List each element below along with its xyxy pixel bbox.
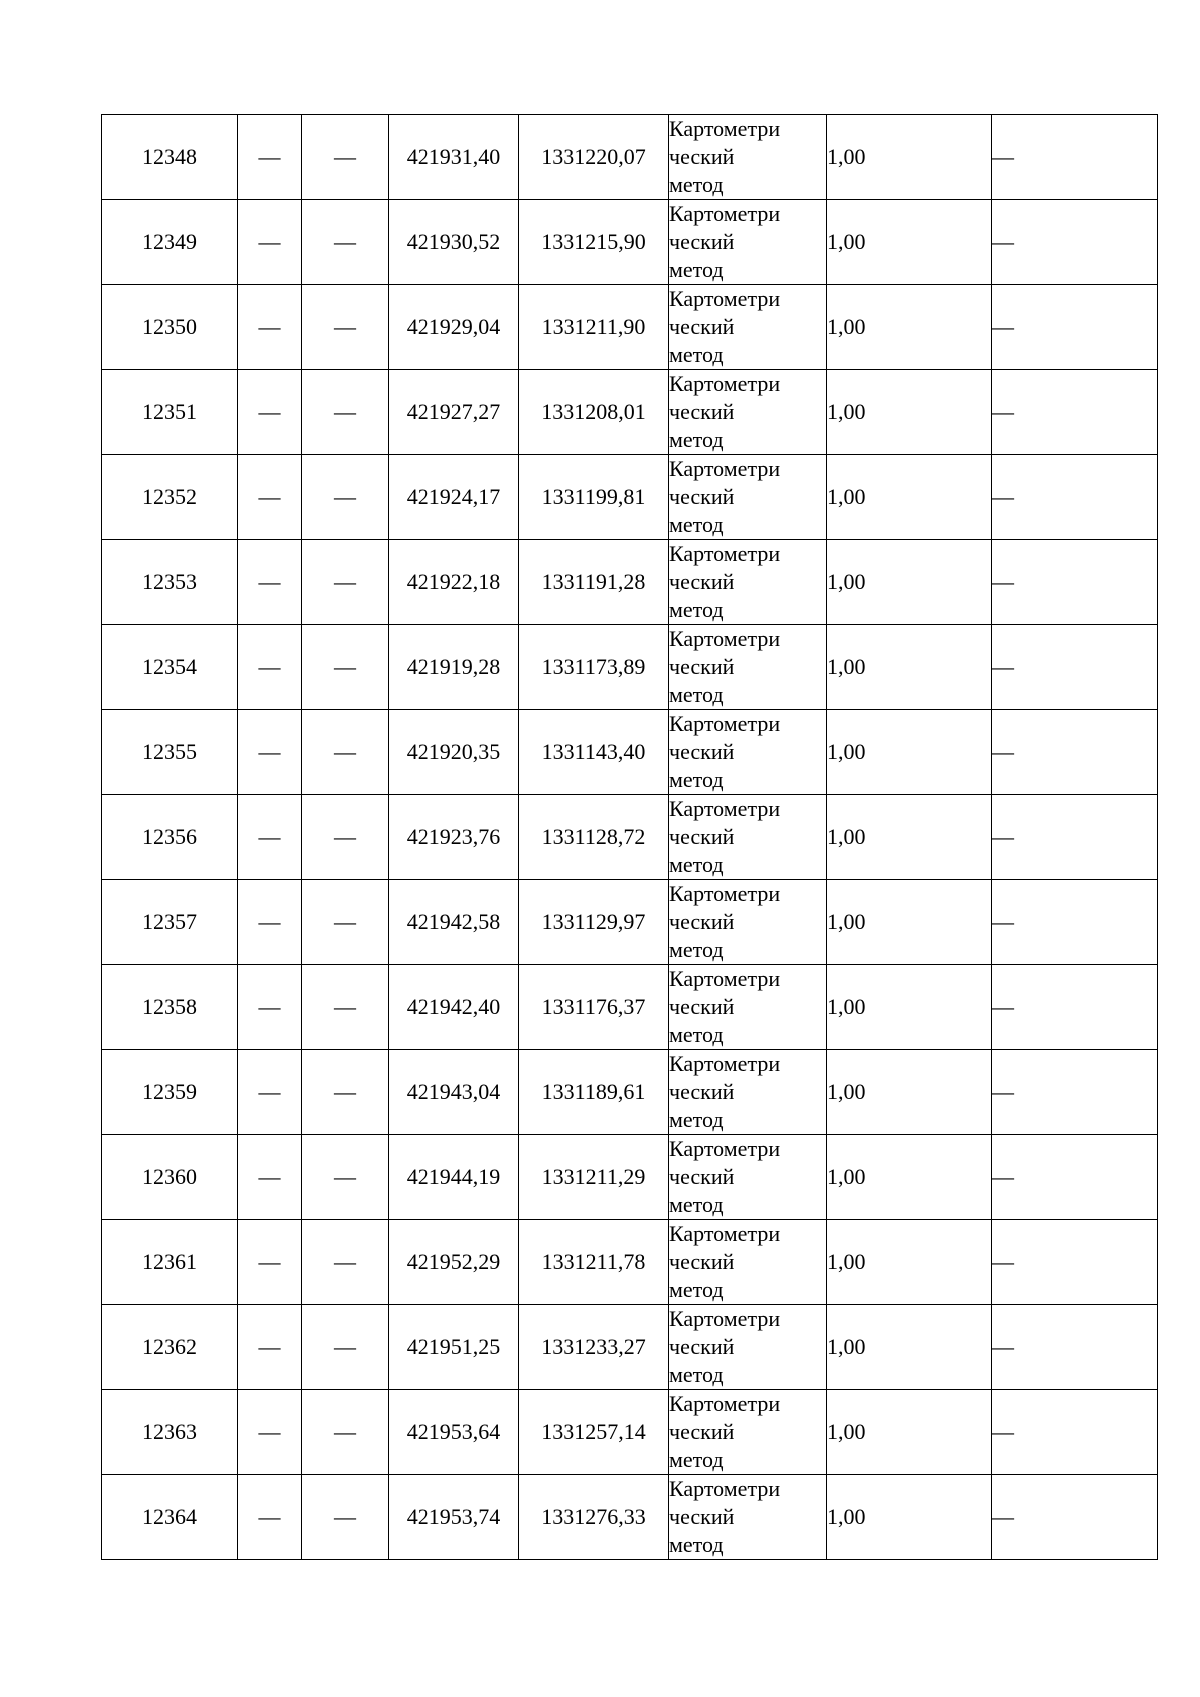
table-row	[102, 455, 1158, 540]
point-number-cell: 12363	[102, 1390, 238, 1475]
method-text-line: Картометри	[669, 1306, 781, 1331]
column-8-cell: —	[992, 1305, 1158, 1390]
point-number-cell: 12355	[102, 710, 238, 795]
x-coordinate-cell: 421923,76	[389, 795, 519, 880]
point-number-cell: 12356	[102, 795, 238, 880]
method-text-line: Картометри	[669, 371, 781, 396]
point-number-cell: 12350	[102, 285, 238, 370]
precision-cell: 1,00	[827, 1050, 992, 1135]
column-3-cell: —	[302, 1390, 389, 1475]
method-text-line: метод	[669, 427, 724, 452]
precision-cell: 1,00	[827, 710, 992, 795]
column-2-cell: —	[238, 1305, 302, 1390]
column-2-cell: —	[238, 880, 302, 965]
method-text-line: Картометри	[669, 626, 781, 651]
method-cell	[669, 455, 827, 540]
column-2-cell: —	[238, 1475, 302, 1560]
table-row	[102, 285, 1158, 370]
method-text-line: метод	[669, 597, 724, 622]
method-cell	[669, 115, 827, 200]
method-text-line: метод	[669, 1192, 724, 1217]
table-row	[102, 1390, 1158, 1475]
method-cell	[669, 1220, 827, 1305]
method-text-line: ческий	[669, 909, 735, 934]
precision-cell: 1,00	[827, 1220, 992, 1305]
column-2-cell: —	[238, 370, 302, 455]
method-cell	[669, 200, 827, 285]
table-row	[102, 625, 1158, 710]
x-coordinate-cell: 421930,52	[389, 200, 519, 285]
column-3-cell: —	[302, 285, 389, 370]
method-cell	[669, 1050, 827, 1135]
y-coordinate-cell: 1331276,33	[519, 1475, 669, 1560]
method-text-line: метод	[669, 172, 724, 197]
method-text-line: ческий	[669, 1419, 735, 1444]
method-text-line: Картометри	[669, 201, 781, 226]
column-3-cell: —	[302, 880, 389, 965]
method-text-line: метод	[669, 342, 724, 367]
x-coordinate-cell: 421942,58	[389, 880, 519, 965]
table-row	[102, 200, 1158, 285]
method-text-line: ческий	[669, 994, 735, 1019]
table-row	[102, 1050, 1158, 1135]
method-text-line: ческий	[669, 484, 735, 509]
column-2-cell: —	[238, 1390, 302, 1475]
table-row	[102, 710, 1158, 795]
point-number-cell: 12351	[102, 370, 238, 455]
method-text-line: Картометри	[669, 1476, 781, 1501]
column-8-cell: —	[992, 455, 1158, 540]
point-number-cell: 12354	[102, 625, 238, 710]
x-coordinate-cell: 421931,40	[389, 115, 519, 200]
x-coordinate-cell: 421953,74	[389, 1475, 519, 1560]
method-text-line: метод	[669, 767, 724, 792]
method-text-line: Картометри	[669, 1136, 781, 1161]
method-cell	[669, 285, 827, 370]
method-text-line: Картометри	[669, 881, 781, 906]
column-8-cell: —	[992, 795, 1158, 880]
column-3-cell: —	[302, 1475, 389, 1560]
method-cell	[669, 795, 827, 880]
method-text-line: ческий	[669, 1504, 735, 1529]
y-coordinate-cell: 1331211,90	[519, 285, 669, 370]
point-number-cell: 12348	[102, 115, 238, 200]
column-3-cell: —	[302, 540, 389, 625]
table-row	[102, 1475, 1158, 1560]
point-number-cell: 12353	[102, 540, 238, 625]
method-text-line: Картометри	[669, 541, 781, 566]
coordinates-table	[101, 114, 1158, 1560]
x-coordinate-cell: 421927,27	[389, 370, 519, 455]
method-cell	[669, 880, 827, 965]
table-row	[102, 795, 1158, 880]
table-body	[102, 115, 1158, 1560]
column-2-cell: —	[238, 965, 302, 1050]
column-2-cell: —	[238, 795, 302, 880]
column-8-cell: —	[992, 1135, 1158, 1220]
precision-cell: 1,00	[827, 795, 992, 880]
table-row	[102, 540, 1158, 625]
precision-cell: 1,00	[827, 200, 992, 285]
method-text-line: метод	[669, 512, 724, 537]
column-8-cell: —	[992, 1390, 1158, 1475]
x-coordinate-cell: 421942,40	[389, 965, 519, 1050]
method-text-line: ческий	[669, 654, 735, 679]
method-text-line: метод	[669, 1532, 724, 1557]
column-8-cell: —	[992, 200, 1158, 285]
method-text-line: ческий	[669, 229, 735, 254]
column-3-cell: —	[302, 1050, 389, 1135]
table-row	[102, 1305, 1158, 1390]
precision-cell: 1,00	[827, 625, 992, 710]
column-2-cell: —	[238, 115, 302, 200]
method-text-line: ческий	[669, 1334, 735, 1359]
table-row	[102, 880, 1158, 965]
method-text-line: ческий	[669, 739, 735, 764]
x-coordinate-cell: 421922,18	[389, 540, 519, 625]
column-3-cell: —	[302, 115, 389, 200]
column-2-cell: —	[238, 1135, 302, 1220]
column-8-cell: —	[992, 1475, 1158, 1560]
y-coordinate-cell: 1331199,81	[519, 455, 669, 540]
precision-cell: 1,00	[827, 1135, 992, 1220]
point-number-cell: 12349	[102, 200, 238, 285]
method-text-line: ческий	[669, 1079, 735, 1104]
y-coordinate-cell: 1331211,29	[519, 1135, 669, 1220]
precision-cell: 1,00	[827, 1390, 992, 1475]
method-text-line: метод	[669, 682, 724, 707]
precision-cell: 1,00	[827, 285, 992, 370]
y-coordinate-cell: 1331173,89	[519, 625, 669, 710]
method-text-line: ческий	[669, 824, 735, 849]
column-2-cell: —	[238, 285, 302, 370]
column-3-cell: —	[302, 1135, 389, 1220]
point-number-cell: 12360	[102, 1135, 238, 1220]
y-coordinate-cell: 1331129,97	[519, 880, 669, 965]
precision-cell: 1,00	[827, 540, 992, 625]
column-8-cell: —	[992, 880, 1158, 965]
column-2-cell: —	[238, 1220, 302, 1305]
column-8-cell: —	[992, 625, 1158, 710]
point-number-cell: 12352	[102, 455, 238, 540]
column-8-cell: —	[992, 1220, 1158, 1305]
y-coordinate-cell: 1331220,07	[519, 115, 669, 200]
method-text-line: метод	[669, 1447, 724, 1472]
point-number-cell: 12362	[102, 1305, 238, 1390]
point-number-cell: 12358	[102, 965, 238, 1050]
y-coordinate-cell: 1331211,78	[519, 1220, 669, 1305]
method-text-line: Картометри	[669, 711, 781, 736]
column-8-cell: —	[992, 370, 1158, 455]
method-cell	[669, 1305, 827, 1390]
method-text-line: метод	[669, 257, 724, 282]
precision-cell: 1,00	[827, 1475, 992, 1560]
column-8-cell: —	[992, 965, 1158, 1050]
method-text-line: Картометри	[669, 1391, 781, 1416]
method-text-line: Картометри	[669, 456, 781, 481]
column-2-cell: —	[238, 200, 302, 285]
y-coordinate-cell: 1331208,01	[519, 370, 669, 455]
y-coordinate-cell: 1331143,40	[519, 710, 669, 795]
y-coordinate-cell: 1331215,90	[519, 200, 669, 285]
method-text-line: метод	[669, 1277, 724, 1302]
method-text-line: метод	[669, 1022, 724, 1047]
point-number-cell: 12364	[102, 1475, 238, 1560]
method-cell	[669, 1475, 827, 1560]
x-coordinate-cell: 421929,04	[389, 285, 519, 370]
precision-cell: 1,00	[827, 880, 992, 965]
point-number-cell: 12357	[102, 880, 238, 965]
column-8-cell: —	[992, 540, 1158, 625]
method-cell	[669, 370, 827, 455]
column-3-cell: —	[302, 965, 389, 1050]
method-text-line: ческий	[669, 1164, 735, 1189]
y-coordinate-cell: 1331257,14	[519, 1390, 669, 1475]
method-text-line: Картометри	[669, 966, 781, 991]
method-text-line: ческий	[669, 144, 735, 169]
method-cell	[669, 710, 827, 795]
column-2-cell: —	[238, 1050, 302, 1135]
table-row	[102, 1135, 1158, 1220]
x-coordinate-cell: 421920,35	[389, 710, 519, 795]
column-3-cell: —	[302, 710, 389, 795]
method-text-line: ческий	[669, 314, 735, 339]
method-text-line: метод	[669, 1107, 724, 1132]
column-3-cell: —	[302, 200, 389, 285]
method-cell	[669, 965, 827, 1050]
x-coordinate-cell: 421951,25	[389, 1305, 519, 1390]
column-3-cell: —	[302, 1305, 389, 1390]
point-number-cell: 12359	[102, 1050, 238, 1135]
method-text-line: Картометри	[669, 1051, 781, 1076]
method-text-line: Картометри	[669, 116, 781, 141]
y-coordinate-cell: 1331191,28	[519, 540, 669, 625]
precision-cell: 1,00	[827, 370, 992, 455]
method-cell	[669, 1390, 827, 1475]
x-coordinate-cell: 421953,64	[389, 1390, 519, 1475]
x-coordinate-cell: 421919,28	[389, 625, 519, 710]
column-8-cell: —	[992, 710, 1158, 795]
x-coordinate-cell: 421952,29	[389, 1220, 519, 1305]
method-text-line: ческий	[669, 569, 735, 594]
y-coordinate-cell: 1331189,61	[519, 1050, 669, 1135]
precision-cell: 1,00	[827, 115, 992, 200]
column-3-cell: —	[302, 370, 389, 455]
method-text-line: метод	[669, 852, 724, 877]
table-row	[102, 1220, 1158, 1305]
column-3-cell: —	[302, 795, 389, 880]
y-coordinate-cell: 1331128,72	[519, 795, 669, 880]
column-2-cell: —	[238, 540, 302, 625]
table-row	[102, 115, 1158, 200]
column-8-cell: —	[992, 115, 1158, 200]
column-2-cell: —	[238, 455, 302, 540]
method-text-line: метод	[669, 1362, 724, 1387]
method-text-line: метод	[669, 937, 724, 962]
point-number-cell: 12361	[102, 1220, 238, 1305]
column-3-cell: —	[302, 625, 389, 710]
precision-cell: 1,00	[827, 1305, 992, 1390]
column-8-cell: —	[992, 1050, 1158, 1135]
method-cell	[669, 1135, 827, 1220]
method-cell	[669, 540, 827, 625]
method-text-line: Картометри	[669, 796, 781, 821]
method-text-line: ческий	[669, 399, 735, 424]
x-coordinate-cell: 421924,17	[389, 455, 519, 540]
precision-cell: 1,00	[827, 455, 992, 540]
method-text-line: Картометри	[669, 1221, 781, 1246]
x-coordinate-cell: 421944,19	[389, 1135, 519, 1220]
method-cell	[669, 625, 827, 710]
table-row	[102, 965, 1158, 1050]
method-text-line: Картометри	[669, 286, 781, 311]
precision-cell: 1,00	[827, 965, 992, 1050]
method-text-line: ческий	[669, 1249, 735, 1274]
y-coordinate-cell: 1331176,37	[519, 965, 669, 1050]
y-coordinate-cell: 1331233,27	[519, 1305, 669, 1390]
column-3-cell: —	[302, 1220, 389, 1305]
column-2-cell: —	[238, 710, 302, 795]
x-coordinate-cell: 421943,04	[389, 1050, 519, 1135]
column-2-cell: —	[238, 625, 302, 710]
table-row	[102, 370, 1158, 455]
column-8-cell: —	[992, 285, 1158, 370]
column-3-cell: —	[302, 455, 389, 540]
